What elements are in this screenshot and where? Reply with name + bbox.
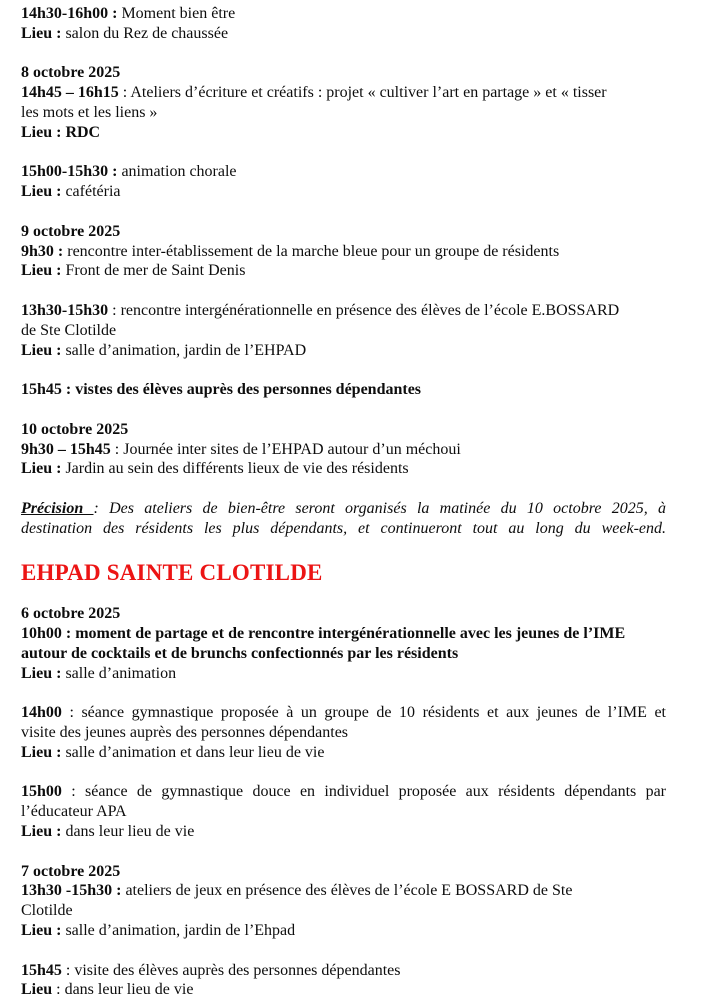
text-line <box>21 123 666 143</box>
text-segment: Jardin au sein des différents lieux de vie des résidents <box>65 460 409 478</box>
blank-line <box>21 763 666 783</box>
text-segment: salle d’animation <box>65 664 177 682</box>
text-segment: 9h30 : <box>21 242 68 260</box>
text-segment: 14h00 <box>21 704 62 722</box>
blank-line <box>21 941 666 961</box>
text-line <box>21 519 666 539</box>
text-segment: : Ateliers d’écriture et créatifs : projet « cultiver l’art en partage » et « tisser <box>118 84 607 102</box>
text-segment: Lieu : <box>21 24 66 42</box>
text-segment: Lieu : <box>21 664 66 682</box>
text-line <box>21 782 666 802</box>
section-heading: EHPAD SAINTE CLOTILDE <box>21 560 323 586</box>
text-segment: : séance gymnastique proposée à un groupe de 10 résidents et aux jeunes de l’IME et <box>61 704 666 722</box>
text-segment: 9h30 – 15h45 <box>21 440 111 458</box>
text-line <box>21 222 666 242</box>
text-segment: rencontre inter-établissement de la marche bleue pour un groupe de résidents <box>67 242 560 260</box>
text-line <box>21 921 666 941</box>
text-segment: Lieu : <box>21 460 66 478</box>
text-segment: Moment bien être <box>121 5 236 22</box>
text-segment: Clotilde <box>21 902 73 920</box>
text-segment: animation chorale <box>121 163 237 181</box>
text-segment: salle d’animation et dans leur lieu de vie <box>65 743 325 761</box>
text-segment: 15h00-15h30 : <box>21 163 122 181</box>
text-segment: 10 octobre 2025 <box>21 420 129 438</box>
text-segment: Précision <box>21 499 94 517</box>
text-line <box>21 301 666 321</box>
text-line <box>21 881 666 901</box>
text-segment: Lieu : RDC <box>21 123 101 141</box>
blank-line <box>21 684 666 704</box>
text-segment: 15h45 : vistes des élèves auprès des personnes dépendantes <box>21 381 422 399</box>
text-line <box>21 901 666 921</box>
text-segment: 15h00 <box>21 783 62 801</box>
text-line <box>21 980 666 1000</box>
text-segment: : Journée inter sites de l’EHPAD autour d’un méchoui <box>110 440 461 458</box>
blank-line <box>21 202 666 222</box>
text-line <box>21 624 666 644</box>
text-segment: de Ste Clotilde <box>21 321 117 339</box>
text-line <box>21 380 666 400</box>
text-segment: 9 octobre 2025 <box>21 222 121 240</box>
text-line <box>21 499 666 519</box>
text-line <box>21 459 666 479</box>
text-line <box>21 4 666 24</box>
text-line <box>21 420 666 440</box>
blank-line <box>21 360 666 380</box>
text-line <box>21 103 666 123</box>
text-line <box>21 440 666 460</box>
text-segment: Lieu : <box>21 823 66 841</box>
text-line <box>21 961 666 981</box>
text-segment: 8 octobre 2025 <box>21 64 121 82</box>
text-segment: ateliers de jeux en présence des élèves de l’école E BOSSARD de Ste <box>125 882 573 900</box>
text-line <box>21 24 666 44</box>
text-line <box>21 822 666 842</box>
text-segment: 13h30-15h30 <box>21 301 109 319</box>
blank-line <box>21 400 666 420</box>
text-line <box>21 83 666 103</box>
text-segment: visite des jeunes auprès des personnes dépendantes <box>21 724 349 742</box>
text-segment: Lieu <box>21 981 53 999</box>
text-segment: 6 octobre 2025 <box>21 605 121 623</box>
text-segment: : rencontre intergénérationnelle en présence des élèves de l’école E.BOSSARD <box>108 301 620 319</box>
text-segment: Lieu : <box>21 183 66 201</box>
text-line <box>21 261 666 281</box>
text-segment: dans leur lieu de vie <box>65 823 195 841</box>
blank-line <box>21 44 666 64</box>
text-segment: Lieu : <box>21 922 66 940</box>
text-segment: Lieu : <box>21 341 66 359</box>
text-segment: Front de mer de Saint Denis <box>65 262 246 280</box>
text-segment: 10h00 : moment de partage et de rencontre intergénérationnelle avec les jeunes de l’IME <box>21 625 626 643</box>
text-segment: 7 octobre 2025 <box>21 862 121 880</box>
text-line <box>21 242 666 262</box>
text-line <box>21 664 666 684</box>
text-segment: cafétéria <box>65 183 121 201</box>
text-line <box>21 802 666 822</box>
text-line <box>21 862 666 882</box>
text-line <box>21 743 666 763</box>
text-segment: salle d’animation, jardin de l’Ehpad <box>65 922 296 940</box>
text-segment: salon du Rez de chaussée <box>65 24 229 42</box>
text-segment: l’éducateur APA <box>21 803 127 821</box>
text-segment: 14h30-16h00 : <box>21 5 122 22</box>
text-segment: Lieu : <box>21 262 66 280</box>
text-segment: 13h30 -15h30 : <box>21 882 126 900</box>
text-segment: : dans leur lieu de vie <box>52 981 194 999</box>
text-line <box>21 703 666 723</box>
blank-line <box>21 143 666 163</box>
text-line <box>21 321 666 341</box>
text-line <box>21 644 666 664</box>
text-line <box>21 341 666 361</box>
text-segment: : Des ateliers de bien-être seront organisés la matinée du 10 octobre 2025, à <box>93 499 667 517</box>
text-segment: 14h45 – 16h15 <box>21 84 119 102</box>
text-line <box>21 63 666 83</box>
text-line <box>21 604 666 624</box>
text-segment: destination des résidents les plus dépendants, et continueront tout au long du week-end. <box>21 519 666 537</box>
text-segment: 15h45 <box>21 961 62 979</box>
schedule-section-before-heading <box>21 4 666 558</box>
text-segment: Lieu : <box>21 743 66 761</box>
text-line <box>21 182 666 202</box>
text-segment: : séance de gymnastique douce en individuel proposée aux résidents dépendants par <box>61 783 666 801</box>
text-segment: : visite des élèves auprès des personnes dépendantes <box>61 961 401 979</box>
blank-line <box>21 479 666 499</box>
text-line <box>21 162 666 182</box>
blank-line <box>21 539 666 559</box>
blank-line <box>21 842 666 862</box>
text-segment: salle d’animation, jardin de l’EHPAD <box>65 341 307 359</box>
blank-line <box>21 281 666 301</box>
text-segment: autour de cocktails et de brunchs confectionnés par les résidents <box>21 644 459 662</box>
text-segment: les mots et les liens » <box>21 103 158 121</box>
text-line <box>21 723 666 743</box>
schedule-section-ehpad-sainte-clotilde <box>21 604 666 1000</box>
